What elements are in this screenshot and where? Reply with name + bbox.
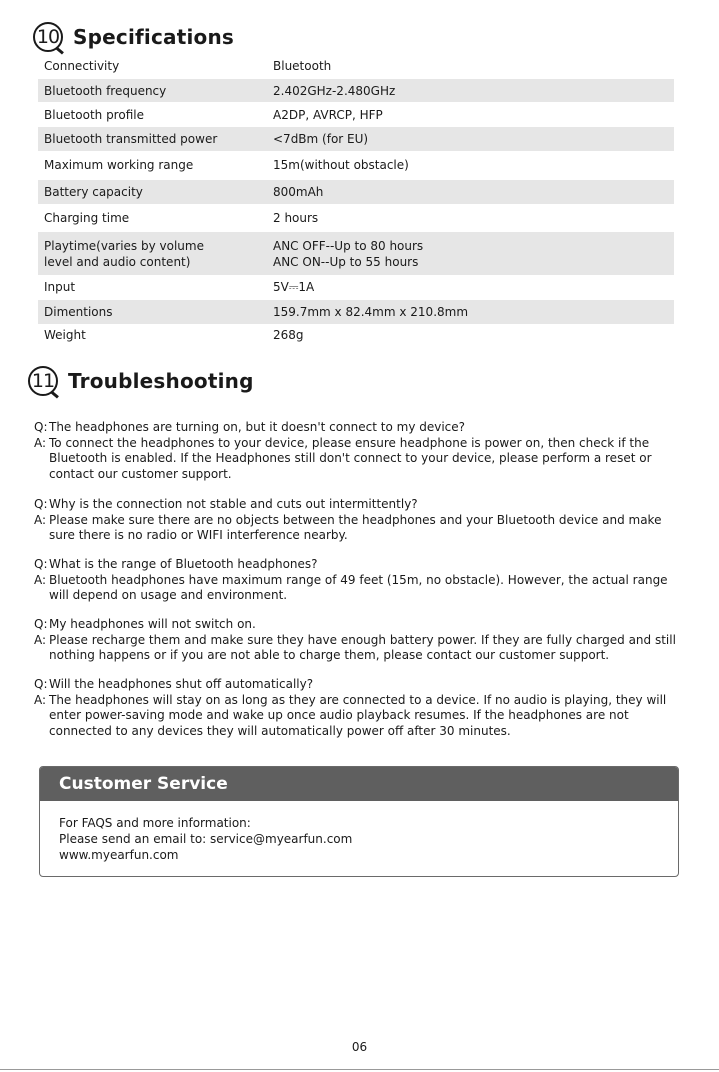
spec-value: A2DP, AVRCP, HFP [273, 107, 383, 122]
faq-question: Q: Will the headphones shut off automatically? [34, 677, 314, 691]
spec-value: <7dBm (for EU) [273, 132, 369, 146]
spec-label: Dimentions [44, 305, 113, 319]
spec-value: 5V⎓1A [273, 280, 315, 294]
spec-row [38, 205, 674, 230]
spec-label: Bluetooth transmitted power [44, 132, 218, 146]
spec-row [38, 103, 674, 126]
spec-value: 268g [273, 328, 304, 342]
spec-label: Input [44, 280, 76, 294]
spec-row [38, 79, 674, 102]
spec-row [38, 55, 674, 77]
faq-item [34, 557, 679, 604]
customer-service-email-line: Please send an email to: service@myearfun.com [59, 832, 353, 846]
spec-row [38, 232, 674, 275]
customer-service-website-link[interactable]: www.myearfun.com [59, 848, 179, 862]
specifications-heading [33, 22, 234, 52]
section-number-badge: 10 [33, 22, 63, 52]
faq-question: Q: My headphones will not switch on. [34, 617, 256, 631]
spec-row [38, 180, 674, 204]
spec-row [38, 127, 674, 151]
spec-value: 2 hours [273, 210, 319, 225]
spec-value: 800mAh [273, 185, 324, 199]
spec-label: Connectivity [44, 59, 120, 73]
customer-service-box [39, 766, 679, 877]
faq-answer: A: To connect the headphones to your device, please ensure headphone is power on, then check if the Bluetooth is enabled. If the Headphones still don't connect to your device, please perform a reset or contact our customer support. [34, 435, 652, 481]
spec-row [38, 276, 674, 298]
spec-label: Bluetooth profile [44, 107, 144, 122]
faq-item [34, 677, 679, 739]
page-number: 06 [351, 1040, 368, 1054]
troubleshooting-heading [28, 366, 254, 396]
faq-answer: A: Please make sure there are no objects between the headphones and your Bluetooth device and make sure there is no radio or WIFI interference nearby. [34, 512, 662, 542]
spec-label: Charging time [44, 210, 130, 225]
spec-label: Playtime(varies by volume level and audio content) [44, 238, 204, 269]
bottom-divider [0, 1069, 719, 1070]
spec-row [38, 324, 674, 346]
specifications-table [38, 55, 674, 346]
faq-item [34, 617, 679, 664]
faq-item [34, 420, 679, 482]
troubleshooting-title: Troubleshooting [68, 369, 254, 393]
spec-value: ANC OFF--Up to 80 hours ANC ON--Up to 55 hours [273, 238, 424, 269]
customer-service-body [40, 801, 678, 863]
faq-answer: A: Bluetooth headphones have maximum range of 49 feet (15m, no obstacle). However, the actual range will depend on usage and environment. [34, 572, 668, 602]
faq-question: Q: Why is the connection not stable and cuts out intermittently? [34, 497, 418, 511]
spec-label: Weight [44, 328, 86, 342]
customer-service-line: For FAQS and more information: [59, 816, 251, 830]
customer-service-title: Customer Service [40, 767, 678, 801]
faq-answer: A: The headphones will stay on as long as they are connected to a device. If no audio is playing, they will enter power-saving mode and wake up once audio playback resumes. If the headphones are not connected to any devices they will automatically power off after 30 minutes. [34, 692, 667, 738]
faq-question: Q: What is the range of Bluetooth headphones? [34, 557, 318, 571]
section-number-badge: 11 [28, 366, 58, 396]
spec-value: 15m(without obstacle) [273, 158, 409, 172]
spec-value: 159.7mm x 82.4mm x 210.8mm [273, 305, 469, 319]
faq-item [34, 497, 679, 544]
faq-question: Q: The headphones are turning on, but it doesn't connect to my device? [34, 420, 466, 434]
spec-value: Bluetooth [273, 59, 332, 73]
faq-answer: A: Please recharge them and make sure they have enough battery power. If they are fully charged and still nothing happens or if you are not able to charge them, please contact our customer support. [34, 632, 676, 662]
specifications-title: Specifications [73, 25, 235, 49]
spec-row [38, 300, 674, 324]
spec-row [38, 152, 674, 178]
spec-label: Battery capacity [44, 185, 143, 199]
spec-label: Bluetooth frequency [44, 83, 167, 98]
spec-value: 2.402GHz-2.480GHz [273, 83, 396, 98]
spec-label: Maximum working range [44, 158, 194, 172]
